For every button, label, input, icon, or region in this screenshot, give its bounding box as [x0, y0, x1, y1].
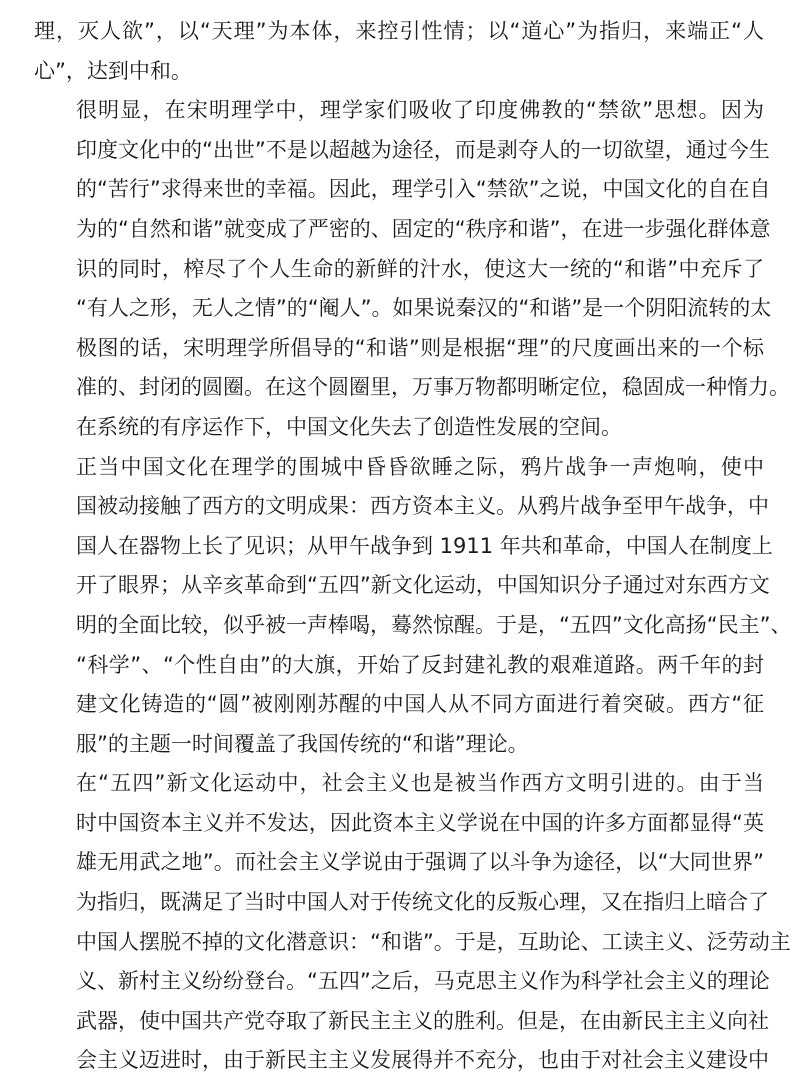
text-line: 开了眼界；从辛亥革命到“五四”新文化运动，中国知识分子通过对东西方文: [76, 573, 770, 598]
text-line: 在“五四”新文化运动中，社会主义也是被当作西方文明引进的。由于当: [76, 771, 764, 796]
text-line: 会主义迈进时，由于新民主主义发展得并不充分，也由于对社会主义建设中: [76, 1048, 769, 1073]
text-line: 服”的主题一时间覆盖了我国传统的“和谐”理论。: [76, 731, 529, 756]
text-line: 为指归，既满足了当时中国人对于传统文化的反叛心理，又在指归上暗合了: [76, 890, 769, 915]
text-line: 印度文化中的“出世”不是以超越为途径，而是剥夺人的一切欲望，通过今生: [76, 137, 770, 162]
text-line: 建文化铸造的“圆”被刚刚苏醒的中国人从不同方面进行着突破。西方“征: [76, 692, 764, 717]
text-line: 时中国资本主义并不发达，因此资本主义学说在中国的许多方面都显得“英: [76, 810, 764, 835]
text-line: 理，灭人欲”，以“天理”为本体，来控引性情；以“道心”为指归，来端正“人: [34, 19, 764, 43]
text-line: 很明显，在宋明理学中，理学家们吸收了印度佛教的“禁欲”思想。因为: [76, 98, 764, 123]
body-text: [34, 12, 792, 1081]
text-line: “有人之形，无人之情”的“阉人”。如果说秦汉的“和谐”是一个阴阳流转的太: [76, 296, 772, 321]
text-line: 的“苦行”求得来世的幸福。因此，理学引入“禁欲”之说，中国文化的自在自: [76, 177, 771, 202]
text-line: 国被动接触了西方的文明成果：西方资本主义。从鸦片战争至甲午战争，中: [76, 494, 769, 519]
text-line: 心”，达到中和。: [34, 58, 192, 83]
text-line: 中国人摆脱不掉的文化潜意识：“和谐”。于是，互助论、工读主义、泛劳动主: [76, 929, 791, 954]
paragraph: [34, 12, 764, 91]
text-line: 明的全面比较，似乎被一声棒喝，蓦然惊醒。于是，“五四”文化高扬“民主”、: [76, 612, 792, 637]
text-line: 为的“自然和谐”就变成了严密的、固定的“秩序和谐”，在进一步强化群体意: [76, 216, 771, 241]
text-line: 国人在器物上长了见识；从甲午战争到 1911 年共和革命，中国人在制度上: [76, 533, 773, 558]
paragraph: [34, 448, 792, 765]
text-line: 义、新村主义纷纷登台。“五四”之后，马克思主义作为科学社会主义的理论: [76, 969, 770, 994]
text-line: 准的、封闭的圆圈。在这个圆圈里，万事万物都明晰定位，稳固成一种惰力。: [76, 375, 790, 400]
paragraph: [34, 764, 791, 1081]
text-line: “科学”、“个性自由”的大旗，开始了反封建礼教的艰难道路。两千年的封: [76, 652, 764, 677]
text-line: 雄无用武之地”。而社会主义学说由于强调了以斗争为途径，以“大同世界”: [76, 850, 764, 875]
text-line: 在系统的有序运作下，中国文化失去了创造性发展的空间。: [76, 414, 622, 439]
text-line: 武器，使中国共产党夺取了新民主主义的胜利。但是，在由新民主主义向社: [76, 1008, 769, 1033]
text-line: 识的同时，榨尽了个人生命的新鲜的汁水，使这大一统的“和谐”中充斥了: [76, 256, 764, 281]
paragraph: [34, 91, 790, 447]
text-line: 极图的话，宋明理学所倡导的“和谐”则是根据“理”的尺度画出来的一个标: [76, 335, 764, 360]
text-line: 正当中国文化在理学的围城中昏昏欲睡之际，鸦片战争一声炮响，使中: [76, 454, 764, 479]
